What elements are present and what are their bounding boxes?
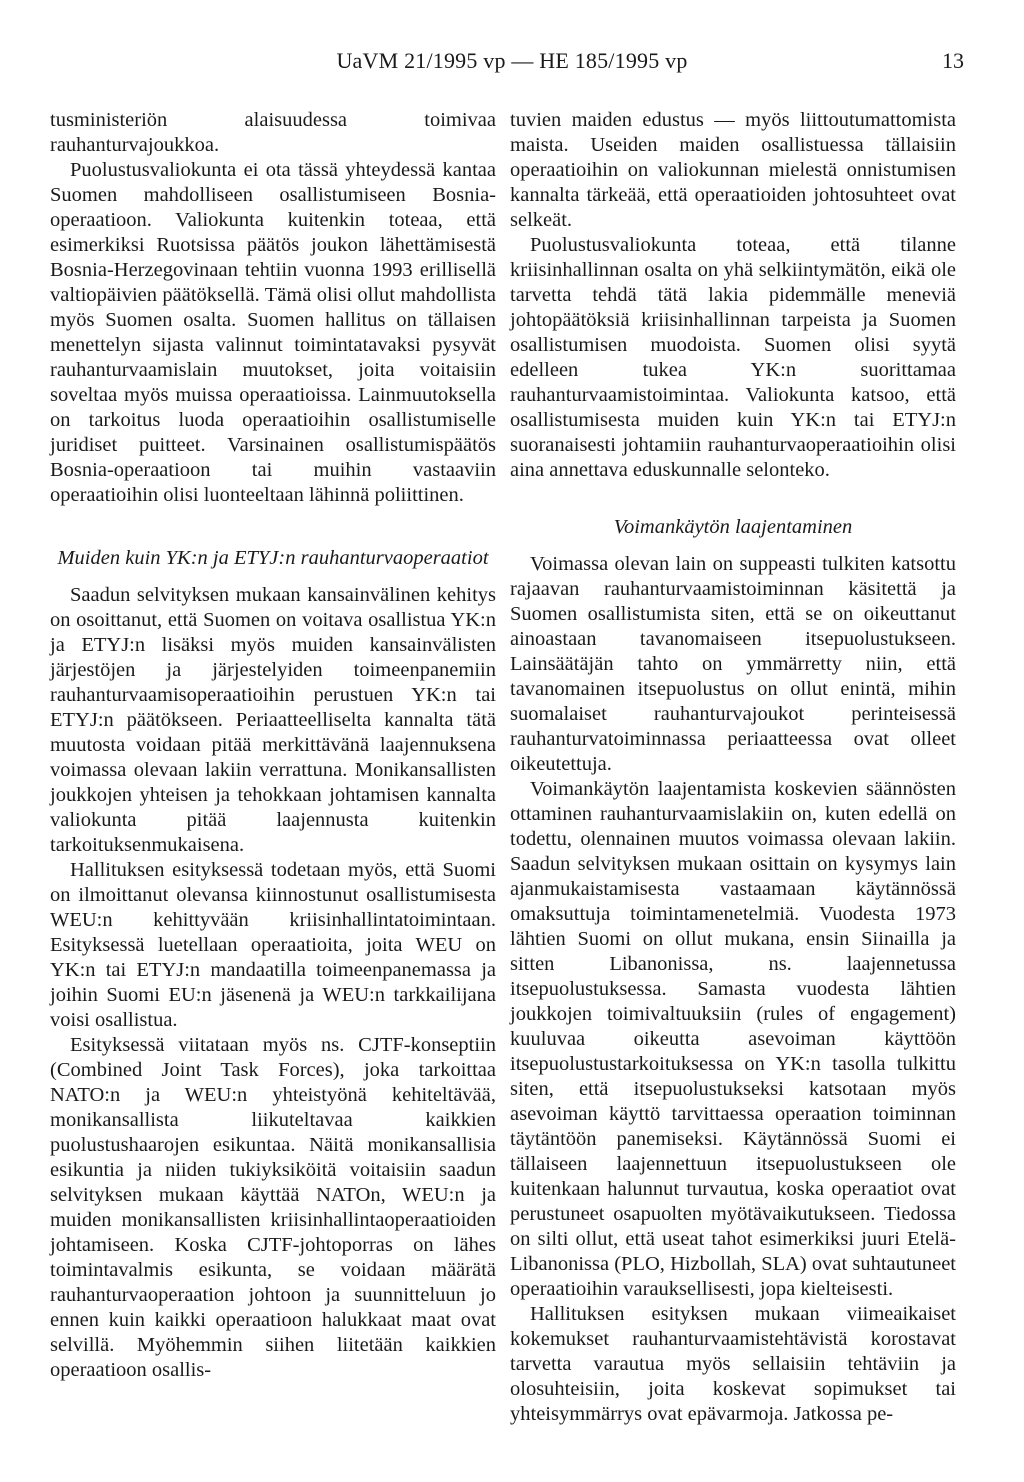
paragraph: Voimankäytön laajentamista koskevien säännösten ottaminen rauhanturvaamislakiin on, kuten edellä on todettu, olennainen muutos voimassa olevaan lakiin. Saadun selvityksen mukaan osittain on kysymys lain ajanmukaistamisesta vastaamaan käytännössä omaksuttuja toimintamenetelmiä. Vuodesta 1973 lähtien Suomi on ollut mukana, ensin Siinailla ja sitten Libanonissa, ns. laajennetussa itsepuolustuksessa. Samasta vuodesta lähtien joukkojen toimivaltuuksiin (rules of engagement) kuuluvaa oikeutta asevoiman käyttöön itsepuolustustarkoituksessa on YK:n tasolla tulkittu siten, että itsepuolustukseksi katsotaan myös asevoiman käyttö tarvittaessa operaation toiminnan täytäntöön panemiseksi. Käytännössä Suomi ei tällaiseen laajennettuun itsepuolustukseen ole kuitenkaan halunnut turvautua, koska operaatiot ovat perustuneet osapuolten myötävaikutukseen. Tiedossa on silti ollut, että useat tahot esimerkiksi juuri Etelä-Libanonissa (PLO, Hizbollah, SLA) ovat suhtautuneet operaatioihin varauksellisesti, jopa kielteisesti.	[510, 778, 956, 1300]
section-heading: Voimankäytön laajentaminen	[613, 516, 853, 538]
paragraph: Saadun selvityksen mukaan kansainvälinen kehitys on osoittanut, että Suomen on voitava osallistua YK:n ja ETYJ:n lisäksi myös muiden kansainvälisten järjestöjen ja järjestelyiden toimeenpanemiin rauhanturvaamisoperaatioihin perustuen YK:n tai ETYJ:n päätökseen. Periaatteelliselta kannalta tätä muutosta voidaan pitää merkittävänä laajennuksena voimassa olevaan lakiin verrattuna. Monikansallisten joukkojen yhteisen ja tehokkaan johtamisen kannalta valiokunta pitää laajennusta kuitenkin tarkoituksenmukaisena.	[50, 584, 496, 856]
page-header	[0, 40, 1024, 80]
left-column	[50, 108, 496, 1383]
paragraph: Hallituksen esityksen mukaan viimeaikaiset kokemukset rauhanturvaamistehtävistä korostavat tarvetta varautua myös sellaisiin tehtäviin ja olosuhteisiin, joita koskevat sopimukset tai yhteisymmärrys ovat epävarmoja. Jatkossa pe-	[510, 1303, 956, 1425]
running-title: UaVM 21/1995 vp — HE 185/1995 vp	[336, 48, 688, 73]
paragraph: Puolustusvaliokunta ei ota tässä yhteydessä kantaa Suomen mahdolliseen osallistumiseen Bosnia-operaatioon. Valiokunta kuitenkin toteaa, että esimerkiksi Ruotsissa päätös joukon lähettämisestä Bosnia-Herzegovinaan tehtiin vuonna 1993 erillisellä valtiopäivien päätöksellä. Tämä olisi ollut mahdollista myös Suomen osalta. Suomen hallitus on tällaisen menettelyn sijasta valinnut toimintatavaksi pysyvät rauhanturvaamislain muutokset, joita voitaisiin soveltaa myös muissa operaatioissa. Lainmuutoksella on tarkoitus luoda operaatioihin osallistumiselle juridiset puitteet. Varsinainen osallistumispäätös Bosnia-operaatioon tai muihin vastaaviin operaatioihin olisi luonteeltaan lähinnä poliittinen.	[50, 159, 496, 506]
section-heading: Muiden kuin YK:n ja ETYJ:n rauhanturvaoperaatiot	[57, 547, 489, 569]
paragraph: tusministeriön alaisuudessa toimivaa rauhanturvajoukkoa.	[50, 109, 496, 156]
paragraph: Puolustusvaliokunta toteaa, että tilanne kriisinhallinnan osalta on yhä selkiintymätön, eikä ole tarvetta tehdä tätä lakia pidemmälle meneviä johtopäätöksiä kriisinhallinnan tarpeista ja Suomen osallistumisen muodoista. Suomen olisi syytä edelleen tukea YK:n suorittamaa rauhanturvaamistoimintaa. Valiokunta katsoo, että osallistumisesta muiden kuin YK:n tai ETYJ:n suoranaisesti johtamiin rauhanturvaoperaatioihin olisi aina annettava eduskunnalle selonteko.	[510, 234, 956, 481]
page-number: 13	[942, 48, 964, 73]
right-column	[510, 108, 956, 1427]
paragraph: Hallituksen esityksessä todetaan myös, että Suomi on ilmoittanut olevansa kiinnostunut osallistumisesta WEU:n kehittyvään kriisinhallintatoimintaan. Esityksessä luetellaan operaatioita, joita WEU on YK:n tai ETYJ:n mandaatilla toimeenpanemassa ja joihin Suomi EU:n jäsenenä ja WEU:n tarkkailijana voisi osallistua.	[50, 859, 496, 1031]
paragraph: Esityksessä viitataan myös ns. CJTF-konseptiin (Combined Joint Task Forces), joka tarkoittaa NATO:n ja WEU:n yhteistyönä kehiteltävää, monikansallista liikuteltavaa kaikkien puolustushaarojen esikuntaa. Näitä monikansallisia esikuntia ja niiden tukiyksiköitä voitaisiin saadun selvityksen mukaan käyttää NATOn, WEU:n ja muiden monikansallisten kriisinhallintaoperaatioiden johtamiseen. Koska CJTF-johtoporras on lähes toimintavalmis esikunta, se voidaan määrätä rauhanturvaoperaation johtoon ja suunnitteluun jo ennen kuin kaikki operaatioon halukkaat maat ovat selvillä. Myöhemmin siihen liitetään kaikkien operaatioon osallis-	[50, 1034, 496, 1381]
paragraph: tuvien maiden edustus — myös liittoutumattomista maista. Useiden maiden osallistuessa tällaisiin operaatioihin on valiokunnan mielestä onnistumisen kannalta tärkeää, että operaatioiden johtosuhteet ovat selkeät.	[510, 109, 956, 231]
paragraph: Voimassa olevan lain on suppeasti tulkiten katsottu rajaavan rauhanturvaamistoiminnan käsitettä ja Suomen osallistumista siten, että se on oikeuttanut ainoastaan tavanomaiseen itsepuolustukseen. Lainsäätäjän tahto on ymmärretty niin, että tavanomainen itsepuolustus on ollut enintä, mihin suomalaiset rauhanturvajoukot perinteisessä rauhanturvatoiminnassa periaatteessa ovat olleet oikeutettuja.	[510, 553, 956, 775]
